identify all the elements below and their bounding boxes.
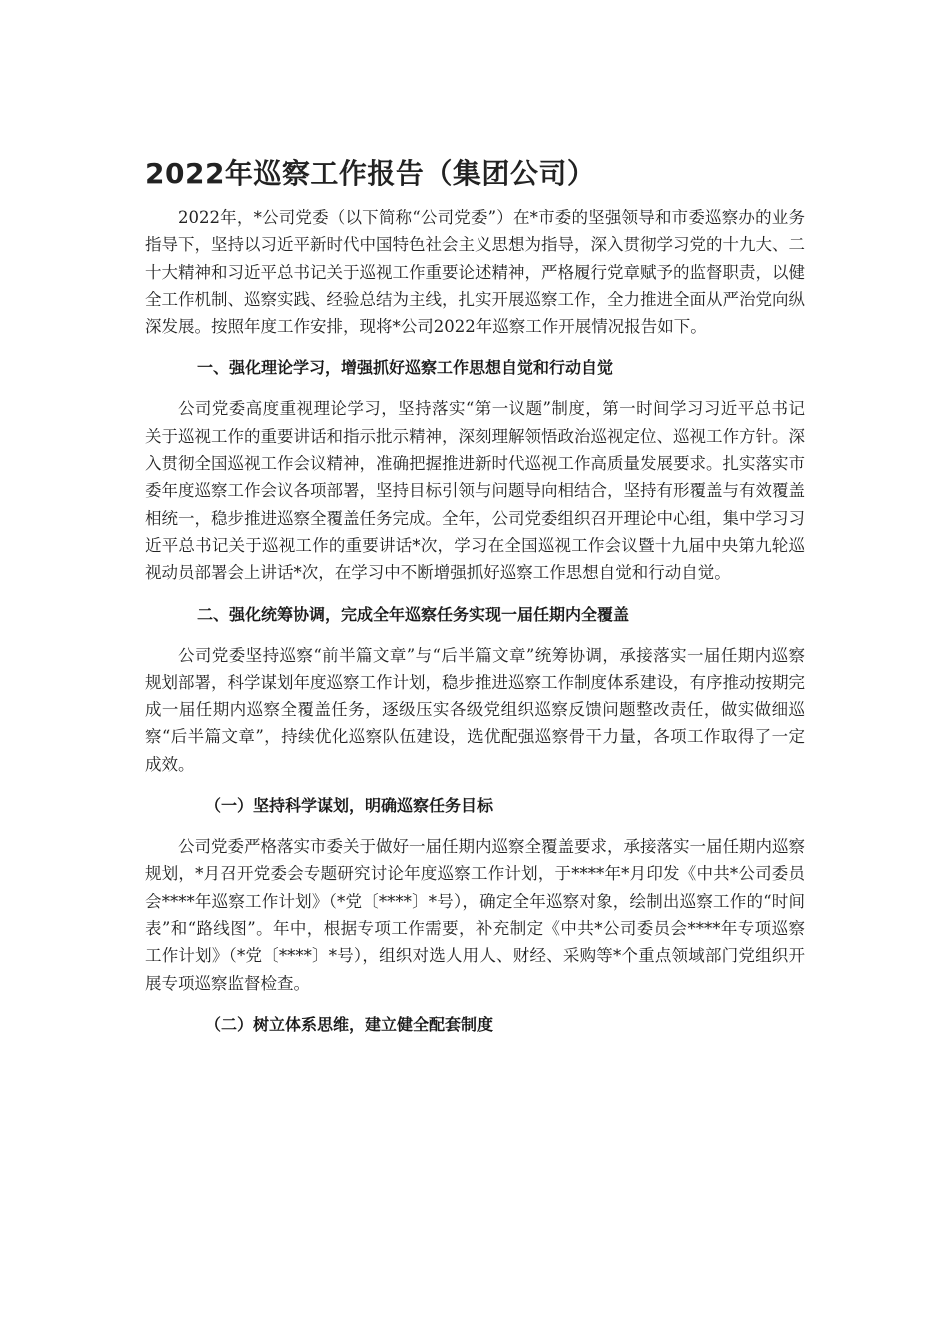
document-body bbox=[145, 152, 805, 1052]
section-1-paragraph: 公司党委高度重视理论学习，坚持落实“第一议题”制度，第一时间学习习近平总书记关于巡视工作的重要讲话和指示批示精神，深刻理解领悟政治巡视定位、巡视工作方针。深入贯彻全国巡视工作会议精神，准确把握推进新时代巡视工作高质量发展要求。扎实落实市委年度巡察工作会议各项部署，坚持目标引领与问题导向相结合，坚持有形覆盖与有效覆盖相统一，稳步推进巡察全覆盖任务完成。全年，公司党委组织召开理论中心组，集中学习习近平总书记关于巡视工作的重要讲话*次，学习在全国巡视工作会议暨十九届中央第九轮巡视动员部署会上讲话*次，在学习中不断增强抓好巡察工作思想自觉和行动自觉。 bbox=[145, 399, 805, 583]
section-1-heading: 一、强化理论学习，增强抓好巡察工作思想自觉和行动自觉 bbox=[197, 358, 614, 378]
section-2-paragraph: 公司党委坚持巡察“前半篇文章”与“后半篇文章”统筹协调，承接落实一届任期内巡察规划部署，科学谋划年度巡察工作计划，稳步推进巡察工作制度体系建设，有序推动按期完成一届任期内巡察全覆盖任务，逐级压实各级党组织巡察反馈问题整改责任，做实做细巡察“后半篇文章”，持续优化巡察队伍建设，选优配强巡察骨干力量，各项工作取得了一定成效。 bbox=[145, 645, 805, 774]
section-2-heading: 二、强化统筹协调，完成全年巡察任务实现一届任期内全覆盖 bbox=[197, 604, 630, 624]
subsection-2-1-paragraph: 公司党委严格落实市委关于做好一届任期内巡察全覆盖要求，承接落实一届任期内巡察规划，*月召开党委会专题研究讨论年度巡察工作计划，于****年*月印发《中共*公司委员会****年巡察工作计划》（*党〔****〕*号），确定全年巡察对象，绘制出巡察工作的“时间表”和“路线图”。年中，根据专项工作需要，补充制定《中共*公司委员会****年专项巡察工作计划》（*党〔****〕*号），组织对选人用人、财经、采购等*个重点领域部门党组织开展专项巡察监督检查。 bbox=[145, 837, 805, 993]
subsection-2-1-heading: （一）坚持科学谋划，明确巡察任务目标 bbox=[205, 796, 494, 816]
document-title: 2022年巡察工作报告（集团公司） bbox=[145, 157, 596, 190]
subsection-2-2-heading: （二）树立体系思维，建立健全配套制度 bbox=[205, 1014, 494, 1034]
intro-paragraph: 2022年，*公司党委（以下简称“公司党委”）在*市委的坚强领导和市委巡察办的业务指导下，坚持以习近平新时代中国特色社会主义思想为指导，深入贯彻学习党的十九大、二十大精神和习近平总书记关于巡视工作重要论述精神，严格履行党章赋予的监督职责，以健全工作机制、巡察实践、经验总结为主线，扎实开展巡察工作，全力推进全面从严治党向纵深发展。按照年度工作安排，现将*公司2022年巡察工作开展情况报告如下。 bbox=[145, 208, 805, 337]
